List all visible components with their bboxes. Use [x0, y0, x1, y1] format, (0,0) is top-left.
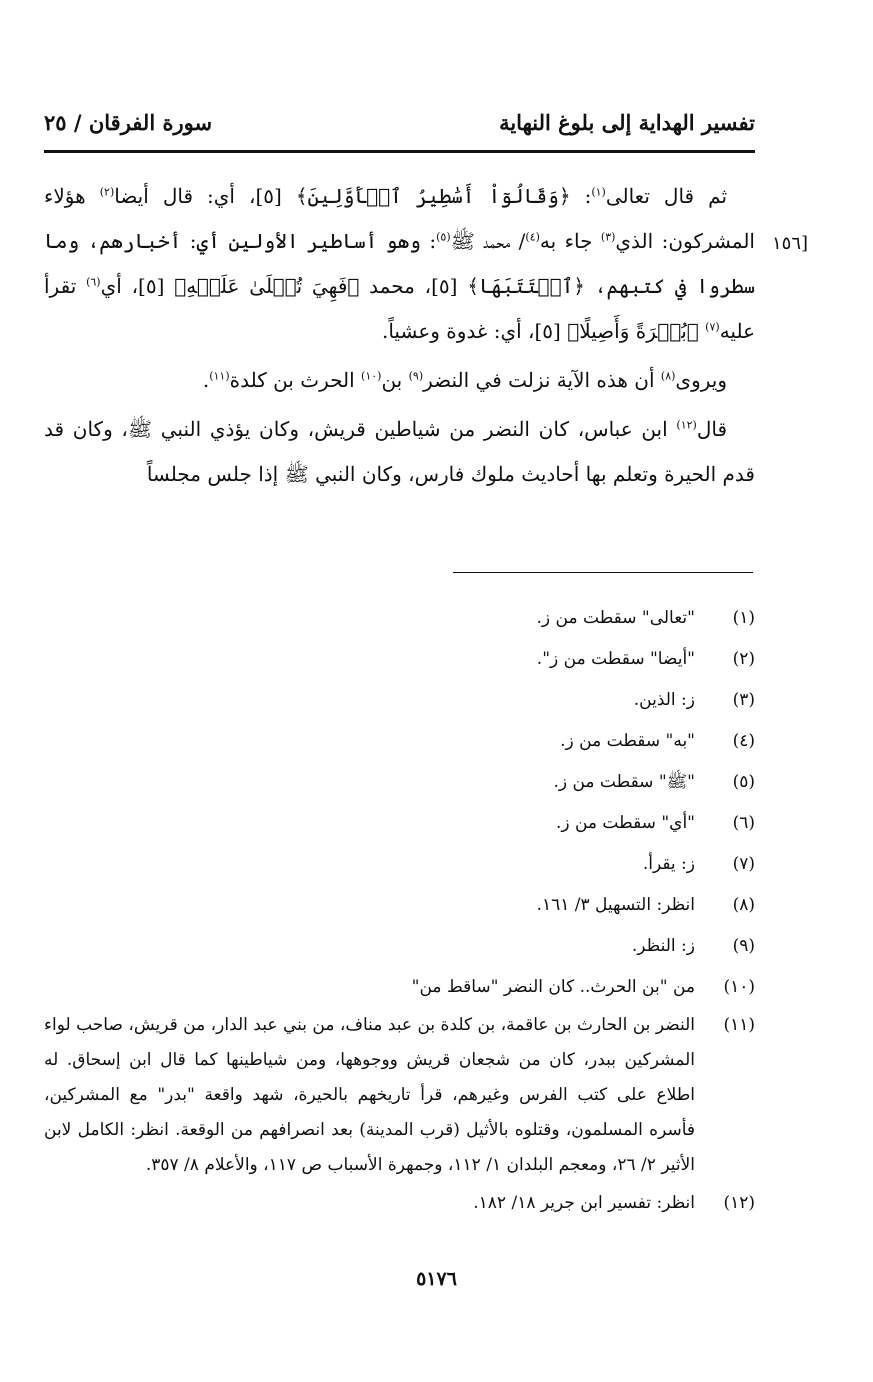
- header-divider: [44, 150, 755, 153]
- main-text: [44, 170, 755, 497]
- paragraph-2: ويروى$^{(٨)}$ أن هذه الآية نزلت في النضر$^{(٩)}$ بن$^{(١٠)}$ الحرث بن كلدة$^{(١١)}$.: [202, 368, 727, 392]
- footnote-ref: (١): [591, 185, 606, 199]
- footnote-ref: (٦): [86, 275, 101, 289]
- footnote-ref: (٨): [660, 369, 676, 383]
- footnote-ref: (٧): [705, 320, 720, 334]
- footnote-2: (٢) "أيضا" سقطت من ز".: [536, 649, 755, 669]
- footnote-10: (١٠) من "بن الحرث.. كان النضر "ساقط من": [411, 977, 755, 997]
- footnote-ref: (١١): [209, 369, 230, 383]
- footnote-ref: (٤): [525, 230, 540, 244]
- footnote-8: (٨) انظر: التسهيل ٣/ ١٦١.: [536, 895, 755, 915]
- footnote-9: (٩) ز: النظر.: [631, 936, 755, 956]
- paragraph-3: قال$^{(١٢)}$ ابن عباس، كان النضر من شياطين قريش، وكان يؤذي النبي ﷺ، وكان قد قدم الحيرة وتعلم بها أحاديث ملوك فارس، وكان النبي ﷺ إذا جلس مجلساً: [44, 417, 755, 486]
- footnote-7: (٧) ز: يقرأ.: [642, 854, 755, 874]
- footnote-ref: (٩): [408, 369, 424, 383]
- footnote-5: (٥) "ﷺ" سقطت من ز.: [553, 772, 755, 792]
- footnote-3: (٣) ز: الذين.: [633, 690, 755, 710]
- footnote-divider: [453, 572, 753, 573]
- paragraph-1: ثم قال تعالى$^{(١)}$: ﴿وَقَالُوٓاْ أَسَٰطِيرُ ٱلۡأَوَّلِينَ﴾ [٥]، أي: قال أيضا$^{(٢)}$ هؤلاء المشركون: الذي$^{(٣)}$ جاء به$^{(٤)}$/ محمد ﷺ$^{(٥)}$: وهو أساطير الأولين أي: أخبارهم، وما سطروا في كتبهم، ﴿ٱكۡتَتَبَهَا﴾ [٥]، محمد ﴿فَهِيَ تُمۡلَىٰ عَلَيۡهِ﴾ [٥]، أي$^{(٦)}$ تقرأ عليه$^{(٧)}$ ﴿بُكۡرَةً وَأَصِيلًا﴾ [٥]، أي: غدوة وعشياً.: [44, 184, 755, 343]
- footnote-4: (٤) "به" سقطت من ز.: [560, 731, 755, 751]
- footnote-ref: (٢): [99, 185, 115, 199]
- surah-title: سورة الفرقان / ٢٥: [44, 110, 213, 135]
- footnote-ref: (٥): [436, 230, 451, 244]
- running-header: [44, 110, 755, 146]
- footnote-ref: (٣): [600, 230, 616, 244]
- footnote-6: (٦) "أي" سقطت من ز.: [555, 813, 755, 833]
- page-number: ٥١٧٦: [416, 1268, 457, 1290]
- footnote-ref: (١٠): [361, 369, 382, 383]
- footnotes: [44, 598, 755, 1224]
- footnote-ref: (١٢): [676, 418, 697, 432]
- book-title: تفسير الهداية إلى بلوغ النهاية: [499, 110, 755, 135]
- margin-folio-reference: [١٥٦: [772, 233, 809, 254]
- footnote-1: (١) "تعالى" سقطت من ز.: [536, 608, 755, 628]
- footnote-12: (١٢) انظر: تفسير ابن جرير ١٨/ ١٨٢.: [473, 1193, 755, 1213]
- footnote-11: (١١) النضر بن الحارث بن عاقمة، بن كلدة بن عبد مناف، من بني عبد الدار، من قريش، صاحب لواء المشركين ببدر، كان من شجعان قريش ووجوهها، ومن شياطينها كما قال ابن إسحاق. له اطلاع على كتب الفرس وغيرهم، قرأ تاريخهم بالحيرة، شهد واقعة "بدر" مع المشركين، فأسره المسلمون، وقتلوه بالأثيل (قرب المدينة) بعد انصرافهم من الوقعة. انظر: الكامل لابن الأثير ٢/ ٢٦، ومعجم البلدان ١/ ١١٢، وجمهرة الأسباب ص ١١٧، والأعلام ٨/ ٣٥٧.: [44, 1015, 755, 1175]
